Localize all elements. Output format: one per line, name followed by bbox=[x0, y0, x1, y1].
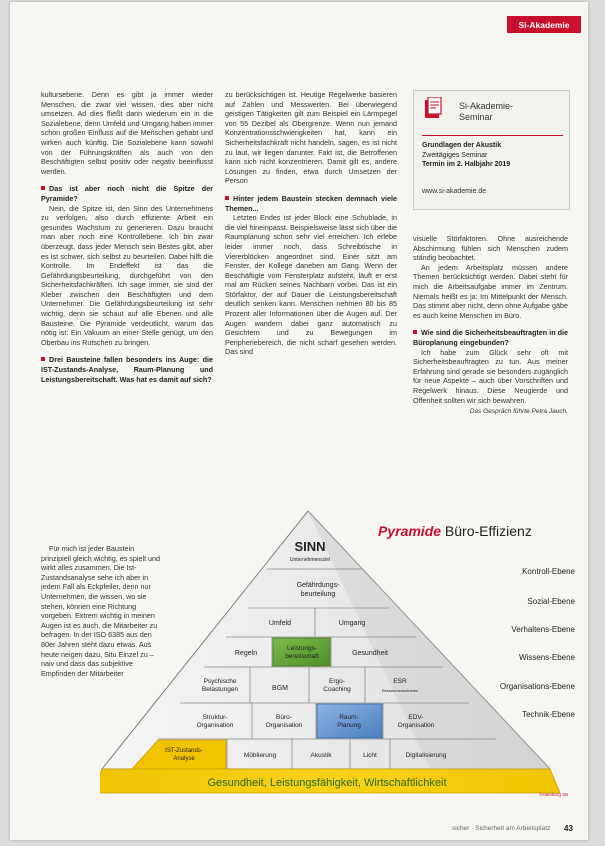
pyramid-label-buero: Büro-Organisation bbox=[265, 714, 303, 729]
pyramid-label-gesundheit: Gesundheit bbox=[352, 650, 388, 657]
pyramid-label-regeln: Regeln bbox=[234, 650, 258, 657]
interview-credit: Das Gespräch führte Petra Jauch. bbox=[469, 408, 568, 416]
paragraph: Nein, die Spitze ist, den Sinn des Unternehmens zu verfolgen, also durch effiziente Arbeit ein gesundes Wachstum zu generieren. Dazu braucht man aber noch eine Kontrollebene. Ich bin zwar überzeugt, dass jeder Mensch sein Bestes gibt, aber es ist schwer, sich selbst zu beurteilen. Dabei hilft die Kontrolle. Im Endeffekt ist das die Gefährdungsbeurteilung, durchgeführt von den Sicherheitsfachkräften. Ich sage immer, sie sind der Kleber zwischen den Beschäftigten und dem Unternehmer. Die Gefährdungsbeurteilung ist sehr wichtig, denn sie schaut auf alle Ebenen und alle Bausteine. Die Pyramide verdeutlicht, warum das nötig ist: Ein Vakuum an einer Stelle genügt, um den Oberbau ins Rutschen zu bringen. bbox=[41, 203, 213, 347]
pyramid-label-sinn-sub: Unternehmensziel bbox=[289, 557, 331, 563]
level-label: Technik-Ebene bbox=[522, 710, 575, 719]
pyramid-label-moeblierung: Möblierung bbox=[243, 752, 277, 759]
square-bullet-icon bbox=[225, 196, 229, 200]
level-label: Wissens-Ebene bbox=[518, 653, 575, 662]
block-raumplanung-highlight bbox=[317, 704, 382, 738]
level-label: Sozial-Ebene bbox=[527, 597, 575, 606]
paragraph: kultursebene. Denn es gibt ja immer wieder Menschen, die zwar viel wissen, dies aber nicht umsetzen. Ad dies fließt dann wiederum ein in die Sozialebene, denn Umfeld und Umgang haben immer schon großen Einfluss auf die Menschen gehabt und wirken auch künftig. Die Sozialebene kann sowohl von der Führungskräften als auch von den Beschäftigten selbst positiv oder negativ beeinflusst werden. bbox=[41, 90, 213, 176]
pyramid-label-gefaehrdung: Gefährdungs-beurteilung bbox=[296, 582, 340, 598]
seminar-info-box bbox=[413, 90, 570, 210]
pyramid-label-umgang: Umgang bbox=[338, 620, 366, 627]
magazine-page bbox=[10, 2, 588, 840]
pyramid-label-ist-analyse: IST-Zustands-Analyse bbox=[165, 748, 203, 762]
pyramid-label-raumplanung: Raum-Planung bbox=[337, 714, 361, 729]
paragraph: Ich habe zum Glück sehr oft mit Sicherheitsbeauftragten zu tun. Aus meiner Erfahrung sind gerade sie besonders zugänglich für neue Aspekte – auch über Vorschriften und Regelwerk hinaus. Diese Neugierde und Offenheit sollten wir sich bewahren. bbox=[413, 347, 568, 405]
pyramid-label-esr: ESR bbox=[393, 678, 407, 685]
section-badge: Si-Akademie bbox=[507, 16, 581, 33]
seminar-website-link[interactable]: www.si-akademie.de bbox=[422, 188, 487, 195]
seminar-document-icon bbox=[424, 97, 442, 119]
divider bbox=[422, 135, 563, 136]
interview-question: Hinter jedem Baustein stecken demnach viele Themen... bbox=[225, 193, 397, 213]
level-label: Organisations-Ebene bbox=[499, 682, 575, 691]
image-source-note: ©Hamburg SB bbox=[539, 792, 569, 797]
level-label: Kontroll-Ebene bbox=[522, 567, 575, 576]
pyramid-label-licht: Licht bbox=[363, 752, 377, 759]
article-column-1 bbox=[41, 90, 213, 384]
seminar-title: Si-Akademie- Seminar bbox=[459, 101, 514, 122]
square-bullet-icon bbox=[41, 186, 45, 190]
paragraph: Für mich ist jeder Baustein prinzipiell gleich wichtig, es spielt und wirkt alles zusammen. Die Ist-Zustandsanalyse sehe ich aber in jedem Fall als Eckpfeiler, denn nur Unternehmen, die wissen, wo sie stehen, können eine Richtung vorgeben. Extrem wichtig in meinen Augen ist es auch, die Mitarbeiter zu befragen. In der ISO 6385 aus den 80er Jahren steht dazu etwas. Aus heute neigen dazu, Situ Einzel zu – naiv und dass das subjektive Empfinden der Mitarbeiter bbox=[41, 544, 161, 678]
pyramid-label-akustik: Akustik bbox=[310, 752, 332, 759]
pyramid-label-bgm: BGM bbox=[272, 685, 288, 692]
pyramid-label-umfeld: Umfeld bbox=[268, 620, 292, 627]
paragraph: visuelle Störfaktoren. Ohne ausreichende Abschirmung fühlen sich Menschen zudem ständig beobachtet. bbox=[413, 234, 568, 263]
footer-magazine-name: sicher · Sicherheit am Arbeitsplatz bbox=[452, 825, 551, 832]
pyramid-label-psychische: Psychische Belastungen bbox=[201, 678, 239, 693]
square-bullet-icon bbox=[41, 357, 45, 361]
article-column-2 bbox=[225, 90, 397, 357]
article-column-3 bbox=[413, 234, 568, 417]
interview-question: Wie sind die Sicherheitsbeauftragten in die Büroplanung eingebunden? bbox=[413, 328, 568, 347]
pyramid-label-leistungsbereitschaft: Leistungs-bereitschaft bbox=[285, 645, 319, 660]
block-leistungsbereitschaft-highlight bbox=[273, 638, 330, 666]
pyramid-label-digitalisierung: Digitalisierung bbox=[405, 752, 447, 759]
pyramid-label-edv: EDV-Organisation bbox=[397, 714, 435, 729]
pyramid-label-struktur: Struktur-Organisation bbox=[196, 714, 234, 729]
interview-question: Das ist aber noch nicht die Spitze der Pyramide? bbox=[41, 184, 213, 203]
pyramid-label-sinn: SINN bbox=[294, 539, 326, 554]
page-number: 43 bbox=[564, 824, 573, 833]
paragraph: zu berücksichtigen ist. Heutige Regelwerke basieren auf Zahlen und Messwerten. Bei überwiegend geistigen Tätigkeiten gilt zum Beispiel ein Lärmpegel von 55 Dezibel als Obergrenze. Wenn nun jemand Konzentrationsschwierigkeiten hat, kann ein Sicherheitsfachkraft nicht handeln, sagen, es ist nicht zu laut, wir liegen darunter. Fakt ist, die Betroffenen kann sich nicht konzentrieren. Damit gilt es, andere Lösungen zu finden, etwa durch Umsetzen der Person bbox=[225, 90, 397, 186]
pyramid-label-ergo: Ergo-Coaching bbox=[323, 678, 351, 693]
level-label: Verhaltens-Ebene bbox=[511, 625, 575, 634]
paragraph: Letzten Endes ist jeder Block eine Schublade, in die viel hineinpasst. Beispielsweise lässt sich über die Raumplanung schon sehr viel erreichen. Ich erlebe leider immer noch, dass Schreibtische in Viererblöcken angeordnet sind. Einer sitzt am Fenster, der Kollege daneben am Gang. Wenn der Beschäftigte vom Fensterplatz aufsteht, läuft er erst mal am Rücken seines Nachbarn vorbei. Das ist ein Störfaktor, der auf Dauer die Leistungsbereitschaft deutlich senken kann. Menschen nehmen 80 bis 85 Prozent aller Informationen über die Augen auf. Der Augen wandern dabei ganz automatisch zu Gesichtern und zu Bewegungen im Peripheriebereich, die nicht scharf gesehen werden. Das sind bbox=[225, 213, 397, 357]
pyramid-label-esr-sub: Ressourcenschonen bbox=[381, 688, 419, 693]
square-bullet-icon bbox=[413, 330, 417, 334]
interview-question: Drei Bausteine fallen besonders ins Auge: die IST-Zustands-Analyse, Raum-Planung und Leistungsbereitschaft. Was hat es damit auf sich? bbox=[41, 355, 213, 384]
seminar-details: Grundlagen der Akustik Zweitägiges Seminar Termin im 2. Halbjahr 2019 bbox=[422, 142, 511, 168]
paragraph: An jedem Arbeitsplatz müssen andere Themen berücksichtigt werden. Dabei steht für mich die Arbeitsaufgabe immer im Zentrum. Niemals heißt es ja: Im Mittelpunkt der Mensch. Das stimmt aber nicht, denn ohne Aufgabe gäbe es auch keine Menschen im Büro. bbox=[413, 262, 568, 320]
pyramid-level-labels bbox=[460, 567, 575, 737]
pyramid-title: Pyramide Büro-Effizienz bbox=[378, 523, 532, 539]
pyramid-base-label: Gesundheit, Leistungsfähigkeit, Wirtschaftlichkeit bbox=[207, 777, 447, 789]
